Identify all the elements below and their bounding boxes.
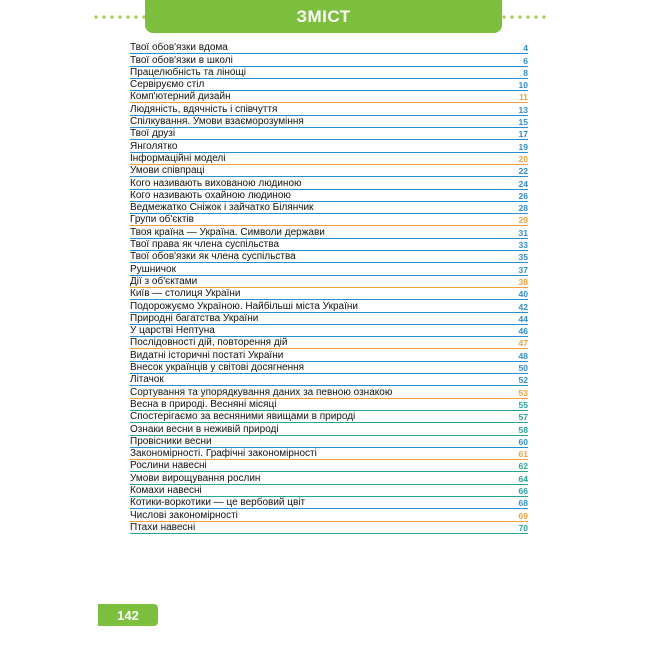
toc-leader <box>180 151 516 152</box>
toc-entry-page: 68 <box>518 498 528 509</box>
toc-entry <box>130 288 528 300</box>
toc-entry-page: 15 <box>518 117 528 128</box>
toc-entry-page: 70 <box>518 522 528 533</box>
toc-leader <box>241 520 517 521</box>
toc-entry-page: 44 <box>518 313 528 324</box>
toc-leader <box>207 89 516 90</box>
toc-entry <box>130 349 528 361</box>
toc-entry-title: Дії з об'єктами <box>130 276 200 287</box>
header-bar <box>145 0 502 33</box>
page-number-tab <box>98 604 158 626</box>
toc-entry <box>130 509 528 521</box>
toc-entry <box>130 153 528 165</box>
toc-entry-page: 61 <box>518 449 528 460</box>
toc-entry-title: Рослини навесні <box>130 460 210 471</box>
toc-entry <box>130 313 528 325</box>
toc-leader <box>279 409 516 410</box>
toc-entry-title: Твої друзі <box>130 128 178 139</box>
toc-entry <box>130 239 528 251</box>
toc-leader <box>307 126 517 127</box>
toc-entry-page: 11 <box>519 92 528 103</box>
toc-entry <box>130 140 528 152</box>
toc-entry-title: Інформаційні моделі <box>130 153 228 164</box>
toc-entry <box>130 67 528 79</box>
toc-leader <box>218 335 517 336</box>
toc-entry-page: 31 <box>518 227 528 238</box>
toc-entry-page: 48 <box>518 350 528 361</box>
toc-entry-page: 60 <box>518 436 528 447</box>
toc-entry-page: 26 <box>518 190 528 201</box>
toc-entry <box>130 42 528 54</box>
toc-leader <box>294 200 517 201</box>
toc-entry-title: Київ — столиця України <box>130 288 244 299</box>
toc-entry-page: 17 <box>518 129 528 140</box>
toc-entry <box>130 202 528 214</box>
toc-entry-page: 38 <box>518 276 528 287</box>
toc-entry-title: Послідовності дій, повторення дій <box>130 337 290 348</box>
toc-entry <box>130 362 528 374</box>
toc-entry-title: Спостерігаємо за весняними явищами в природі <box>130 411 358 422</box>
toc-entry <box>130 91 528 103</box>
toc-entry <box>130 276 528 288</box>
toc-entry <box>130 165 528 177</box>
toc-entry-page: 20 <box>518 153 528 164</box>
toc-entry-title: Рушничок <box>130 264 179 275</box>
toc-entry <box>130 177 528 189</box>
toc-leader <box>215 446 517 447</box>
toc-entry <box>130 214 528 226</box>
table-of-contents <box>130 42 528 534</box>
toc-entry <box>130 386 528 398</box>
toc-entry-page: 40 <box>518 289 528 300</box>
toc-entry-title: Внесок українців у світові досягнення <box>130 362 307 373</box>
toc-entry <box>130 448 528 460</box>
toc-leader <box>361 311 517 312</box>
toc-leader <box>200 286 516 287</box>
toc-entry-page: 10 <box>518 80 528 91</box>
toc-entry-title: Твої права як члена суспільства <box>130 239 282 250</box>
toc-leader <box>210 470 517 471</box>
toc-entry-page: 62 <box>518 461 528 472</box>
toc-leader <box>316 212 516 213</box>
toc-entry-title: Сортування та упорядкування даних за певною ознакою <box>130 387 395 398</box>
toc-entry <box>130 190 528 202</box>
toc-leader <box>234 101 517 102</box>
toc-entry <box>130 436 528 448</box>
toc-leader <box>307 372 516 373</box>
toc-entry-page: 19 <box>518 141 528 152</box>
toc-leader <box>244 298 517 299</box>
toc-entry-title: Кого називають вихованою людиною <box>130 178 305 189</box>
toc-entry-page: 24 <box>518 178 528 189</box>
toc-leader <box>197 224 517 225</box>
toc-entry-page: 53 <box>518 387 528 398</box>
toc-leader <box>282 434 517 435</box>
toc-leader <box>305 188 517 189</box>
toc-leader <box>320 458 517 459</box>
toc-entry-title: Подорожуємо Україною. Найбільші міста України <box>130 301 361 312</box>
toc-entry-title: Працелюбність та лінощі <box>130 67 249 78</box>
toc-entry-title: Весна в природі. Весняні місяці <box>130 399 279 410</box>
toc-entry <box>130 263 528 275</box>
toc-entry <box>130 399 528 411</box>
toc-entry-title: Ознаки весни в неживій природі <box>130 424 282 435</box>
page-number: 142 <box>117 607 139 623</box>
toc-entry-page: 37 <box>518 264 528 275</box>
toc-entry <box>130 54 528 66</box>
toc-leader <box>290 347 516 348</box>
toc-entry-title: Твої обов'язки вдома <box>130 42 231 53</box>
toc-entry <box>130 128 528 140</box>
toc-entry-page: 55 <box>518 399 528 410</box>
toc-leader <box>205 495 517 496</box>
toc-entry-title: Сервіруємо стіл <box>130 79 207 90</box>
toc-leader <box>395 397 516 398</box>
toc-entry <box>130 300 528 312</box>
toc-entry <box>130 522 528 534</box>
toc-leader <box>328 237 517 238</box>
toc-entry <box>130 472 528 484</box>
toc-entry-title: Ведмежатко Сніжок і зайчатко Білянчик <box>130 202 316 213</box>
toc-entry-page: 4 <box>523 43 528 54</box>
toc-entry-page: 69 <box>518 510 528 521</box>
toc-entry-page: 52 <box>518 375 528 386</box>
toc-entry <box>130 325 528 337</box>
toc-leader <box>198 532 516 533</box>
toc-leader <box>178 138 516 139</box>
toc-leader <box>179 274 517 275</box>
toc-entry-title: Умови вирощування рослин <box>130 473 263 484</box>
toc-entry-title: Групи об'єктів <box>130 214 197 225</box>
toc-entry-title: Числові закономірності <box>130 510 241 521</box>
toc-entry-title: Комп'ютерний дизайн <box>130 91 234 102</box>
page-title: ЗМІСТ <box>296 6 351 26</box>
toc-entry-title: Умови співпраці <box>130 165 207 176</box>
toc-entry <box>130 411 528 423</box>
toc-leader <box>236 65 521 66</box>
toc-entry <box>130 103 528 115</box>
toc-leader <box>261 323 516 324</box>
toc-entry-page: 8 <box>523 67 528 78</box>
toc-entry-page: 35 <box>518 252 528 263</box>
toc-leader <box>167 384 517 385</box>
toc-entry-page: 66 <box>518 485 528 496</box>
toc-leader <box>280 114 516 115</box>
toc-leader <box>263 483 516 484</box>
toc-entry <box>130 116 528 128</box>
toc-entry-page: 42 <box>518 301 528 312</box>
toc-entry <box>130 374 528 386</box>
toc-entry-title: Твоя країна — Україна. Символи держави <box>130 227 328 238</box>
toc-leader <box>231 52 521 53</box>
toc-entry-title: Птахи навесні <box>130 522 198 533</box>
toc-entry-page: 28 <box>518 203 528 214</box>
toc-entry-title: Спілкування. Умови взаєморозуміння <box>130 116 307 127</box>
toc-leader <box>299 261 517 262</box>
toc-entry-title: Янголятко <box>130 141 180 152</box>
toc-entry-page: 64 <box>518 473 528 484</box>
toc-entry-title: Природні багатства України <box>130 313 261 324</box>
toc-entry-title: Людяність, вдячність і співчуття <box>130 104 280 115</box>
toc-entry-page: 47 <box>518 338 528 349</box>
toc-leader <box>308 507 516 508</box>
toc-entry-page: 13 <box>518 104 528 115</box>
toc-entry-page: 6 <box>523 55 528 66</box>
toc-entry <box>130 423 528 435</box>
toc-leader <box>228 163 516 164</box>
toc-leader <box>249 77 521 78</box>
toc-entry-title: Комахи навесні <box>130 485 205 496</box>
toc-entry-page: 22 <box>518 166 528 177</box>
toc-entry-title: Котики-воркотики — це вербовий цвіт <box>130 497 308 508</box>
toc-leader <box>207 175 516 176</box>
toc-entry <box>130 251 528 263</box>
toc-entry <box>130 79 528 91</box>
toc-entry <box>130 226 528 238</box>
toc-entry <box>130 497 528 509</box>
decorative-dots-left <box>92 15 152 19</box>
toc-entry-title: Твої обов'язки в школі <box>130 55 236 66</box>
toc-leader <box>358 421 516 422</box>
toc-leader <box>286 360 516 361</box>
toc-entry-title: Літачок <box>130 374 167 385</box>
toc-entry-title: У царстві Нептуна <box>130 325 218 336</box>
toc-entry-page: 29 <box>518 215 528 226</box>
toc-entry <box>130 337 528 349</box>
decorative-dots-right <box>500 15 550 19</box>
toc-leader <box>282 249 517 250</box>
toc-entry-title: Кого називають охайною людиною <box>130 190 294 201</box>
toc-entry-page: 33 <box>518 240 528 251</box>
toc-entry-title: Провісники весни <box>130 436 215 447</box>
toc-entry <box>130 485 528 497</box>
toc-entry-page: 58 <box>518 424 528 435</box>
toc-entry-page: 57 <box>518 412 528 423</box>
toc-entry-title: Твої обов'язки як члена суспільства <box>130 251 299 262</box>
toc-entry-title: Видатні історичні постаті України <box>130 350 286 361</box>
toc-entry-page: 50 <box>518 363 528 374</box>
toc-entry <box>130 460 528 472</box>
toc-entry-page: 46 <box>518 326 528 337</box>
toc-entry-title: Закономірності. Графічні закономірності <box>130 448 320 459</box>
